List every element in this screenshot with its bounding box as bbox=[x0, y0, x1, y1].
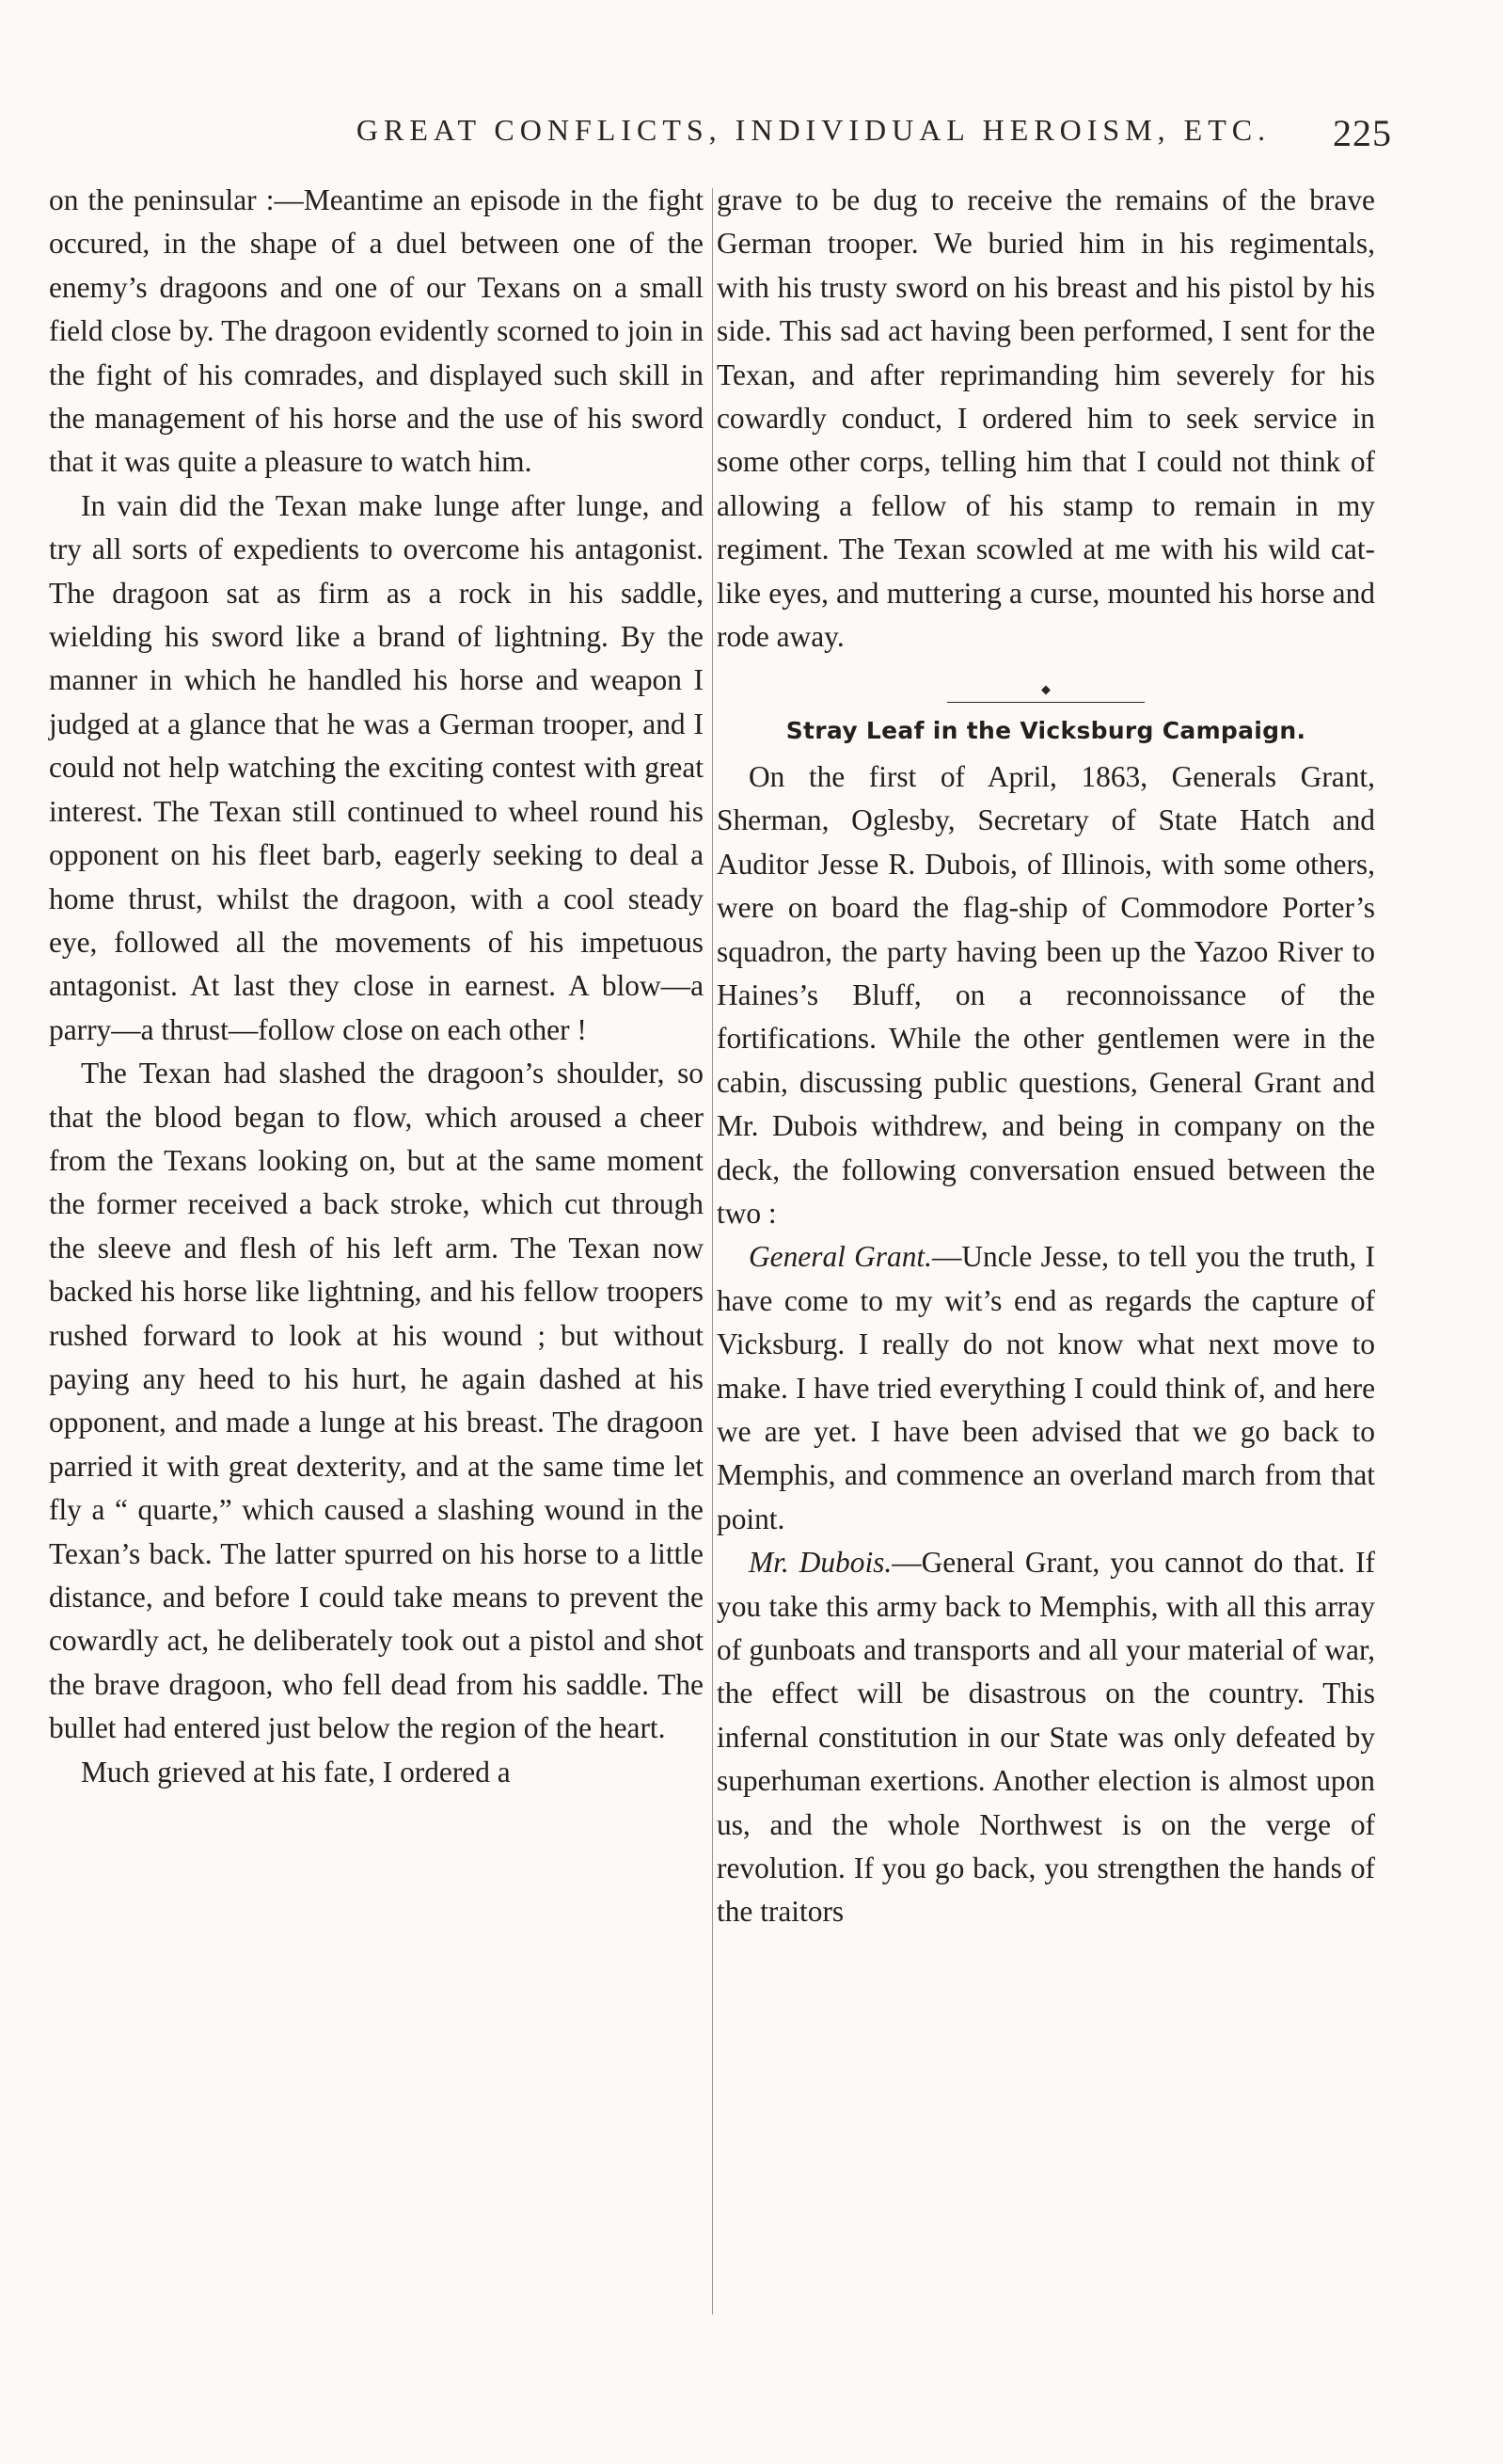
dialogue-paragraph bbox=[717, 1235, 1375, 1541]
right-column bbox=[717, 179, 1375, 1934]
section-divider bbox=[717, 677, 1375, 704]
left-column bbox=[49, 179, 704, 1794]
running-head: GREAT CONFLICTS, INDIVIDUAL HEROISM, ETC. bbox=[356, 113, 1272, 147]
speaker-name: General Grant. bbox=[749, 1240, 932, 1274]
speaker-name: Mr. Dubois. bbox=[749, 1546, 893, 1580]
dialogue-paragraph bbox=[717, 1541, 1375, 1934]
section-heading: Stray Leaf in the Vicksburg Campaign. bbox=[785, 717, 1306, 745]
column-rule bbox=[712, 188, 713, 2314]
paragraph: Much grieved at his fate, I ordered a bbox=[81, 1755, 511, 1788]
dialogue-text: —Uncle Jesse, to tell you the truth, I have come to my wit’s end as regards the capture of Vicksburg. I really do not know what next move to make. I have tried everything I could think of, and here we are yet. I have been advised that we go back to Memphis, and commence an overland march from that point. bbox=[717, 1240, 1375, 1535]
paragraph: In vain did the Texan make lunge after lunge, and try all sorts of expedients to overcome his antagonist. The dragoon sat as firm as a rock in his saddle, wielding his sword like a brand of lightning. By the manner in which he handled his horse and weapon I judged at a glance that he was a German trooper, and I could not help watching the exciting contest with great interest. The Texan still continued to wheel round his opponent on his fleet barb, eagerly seeking to deal a home thrust, whilst the dragoon, with a cool steady eye, followed all the movements of his impetuous antagonist. At last they close in earnest. A blow—a parry—a thrust—follow close on each other ! bbox=[49, 488, 704, 1046]
paragraph: The Texan had slashed the dragoon’s shoulder, so that the blood began to flow, which aroused a cheer from the Texans looking on, but at the same moment the former received a back stroke, which cut through the sleeve and flesh of his left arm. The Texan now backed his horse like lightning, and his fellow troopers rushed forward to look at his wound ; but without paying any heed to his hurt, he again dashed at his opponent, and made a lunge at his breast. The dragoon parried it with great dexterity, and at the same time let fly a “ quarte,” which caused a slashing wound in the Texan’s back. The latter spurred on his horse to a little distance, and before I could take means to prevent the cowardly act, he deliberately took out a pistol and shot the brave dragoon, who fell dead from his saddle. The bullet had entered just below the region of the heart. bbox=[49, 1057, 704, 1745]
paragraph: on the peninsular :—Meantime an episode in the fight occured, in the shape of a duel between one of the enemy’s dragoons and one of our Texans on a small field close by. The dragoon evidently scorned to join in the fight of his comrades, and displayed such skill in the management of his horse and the use of his sword that it was quite a pleasure to watch him. bbox=[49, 183, 704, 479]
dialogue-text: —General Grant, you cannot do that. If you take this army back to Memphis, with all this array of gunboats and transports and all your material of war, the effect will be disastrous on the country. This infernal constitution in our State was only defeated by superhuman exertions. Another election is almost upon us, and the whole Northwest is on the verge of revolution. If you go back, you strengthen the hands of the traitors bbox=[717, 1546, 1375, 1929]
page-number: 225 bbox=[1333, 112, 1392, 154]
paragraph: On the first of April, 1863, Generals Grant, Sherman, Oglesby, Secretary of State Hatch and Auditor Jesse R. Dubois, of Illinois, with some others, were on board the flag-ship of Commodore Porter’s squadron, the party having been up the Yazoo River to Haines’s Bluff, on a reconnoissance of the fortifications. While the other gentlemen were in the cabin, discussing public questions, General Grant and Mr. Dubois withdrew, and being in company on the deck, the following conversation ensued between the two : bbox=[717, 759, 1375, 1230]
paragraph: grave to be dug to receive the remains of the brave German trooper. We buried him in his regimentals, with his trusty sword on his breast and his pistol by his side. This sad act having been performed, I sent for the Texan, and after reprimanding him severely for his cowardly conduct, I ordered him to seek service in some other corps, telling him that I could not think of allowing a fellow of his stamp to remain in my regiment. The Texan scowled at me with his wild cat-like eyes, and muttering a curse, mounted his horse and rode away. bbox=[717, 183, 1375, 654]
